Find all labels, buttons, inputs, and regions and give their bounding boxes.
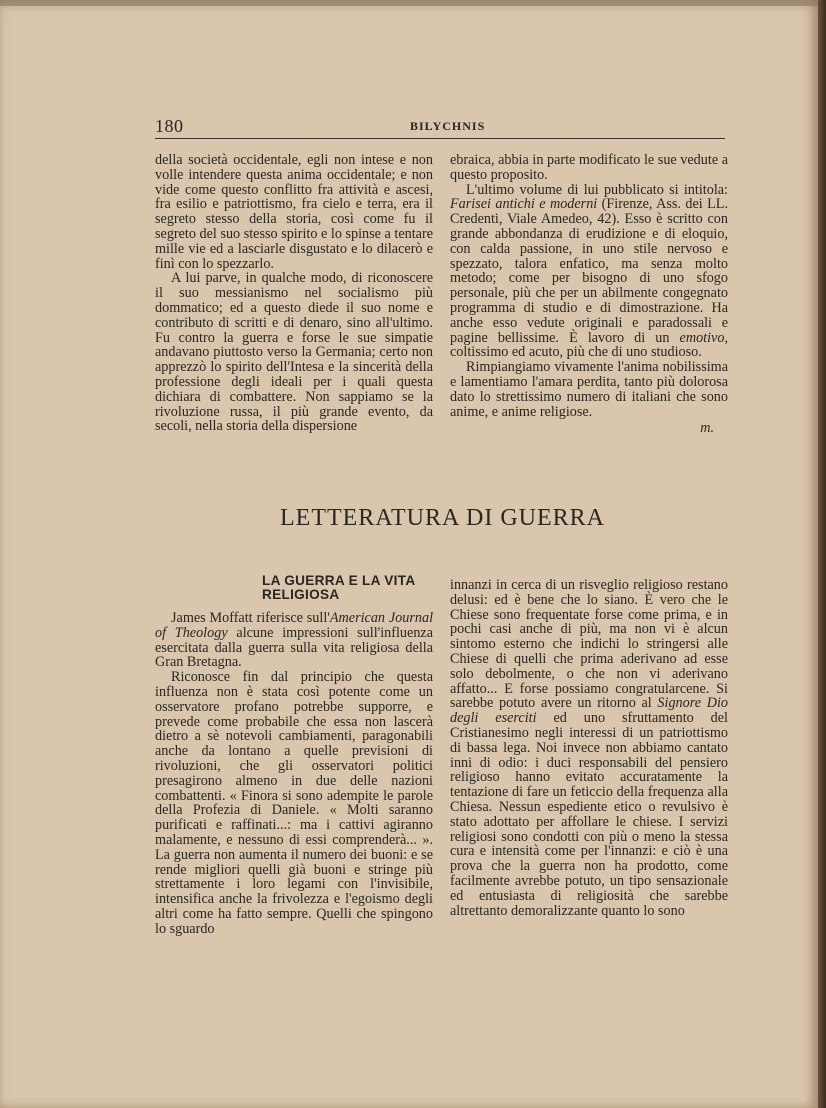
- running-header: [155, 116, 725, 139]
- article-right-column: [450, 578, 728, 918]
- article-title: LA GUERRA E LA VITA RELIGIOSA: [262, 573, 415, 602]
- book-title: Farisei antichi e moderni: [450, 196, 598, 213]
- obituary-paragraph: A lui parve, in qualche modo, di riconoscere il suo messianismo nel socialismo più dommatico; ed a questo diede il suo nome e contributo di scritti e di denaro, sino all'ultimo. Fu contro la guerra e forse le sue simpatie andavano piuttosto verso la Germania; certo non apprezzò lo spirito dell'Intesa e la sincerità della professione degli ideali per i quali questa dichiara di combattere. Non sappiamo se la rivoluzione russa, il più grande evento, da secoli, nella storia della dispersione: [155, 270, 433, 435]
- obituary-paragraph: della società occidentale, egli non intese e non volle intendere questa anima occidentale; e non vide come questo conflitto fra attività e ascesi, fra esilio e patriottismo, fra cielo e terra, era il segreto stesso della storia, così come fu il segreto del suo stesso spirito e lo spinse a tentare mille vie ed a lasciarle disgustato e lo dilacerò e finì con lo spezzarlo.: [155, 152, 433, 272]
- journal-title: American Journal of Theology: [155, 610, 434, 641]
- obituary-paragraph: Rimpiangiamo vivamente l'anima nobilissima e lamentiamo l'amara perdita, tanto più dolorosa dato lo strettissimo numero di italiani che sono anime, e anime religiose.: [450, 359, 728, 420]
- article-left-column: [155, 611, 433, 937]
- article-paragraph: Riconosce fin dal principio che questa influenza non è stata così potente come un osservatore profano potrebbe supporre, e prevede come probabile che essa non lascerà dietro a sè notevoli cambiamenti, paragonabili anche da lontano a quelle previsioni di rivoluzioni, che gli osservatori politici presagirono almeno in due delle nazioni combattenti. « Finora si sono adempite le parole della Profezia di Daniele. « Molti saranno purificati e raffinati...: ma i cattivi agiranno malamente, e nessuno di essi comprenderà... ». La guerra non aumenta il numero dei buoni: e se rende migliori quelli già buoni e stringe più strettamente i loro legami con l'invisibile, intensifica anche la frivolezza e l'egoismo degli altri come ha fatto sempre. Quelli che spingono lo sguardo: [155, 669, 433, 937]
- emphasis: Signore Dio degli eserciti: [450, 695, 728, 727]
- obituary-paragraph: L'ultimo volume di lui pubblicato si intitola: Farisei antichi e moderni (Firenze, Ass. dei LL. Credenti, Viale Amedeo, 42). Esso è scritto con grande abbondanza di erudizione e di eloquio, con calda passione, in uno stile nervoso e spezzato, talora enfatico, ma senza molto metodo; come per bisogno di uno sfogo personale, più che per un abilmente congegnato programma di studio e di dimostrazione. Ha anche esso vedute originali e paradossali e pagine bellissime. È lavoro di un emotivo, coltissimo ed acuto, più che di uno studioso.: [450, 181, 728, 361]
- page-number: 180: [155, 116, 184, 136]
- book-binding-edge: [818, 0, 826, 1108]
- article-paragraph: James Moffatt riferisce sull'American Journal of Theology alcune impressioni sull'influenza esercitata dalla guerra sulla vita religiosa della Gran Bretagna.: [155, 610, 434, 671]
- section-title: LETTERATURA DI GUERRA: [280, 505, 605, 531]
- emphasis: emotivo: [679, 329, 725, 346]
- obituary-right-column: [450, 153, 728, 436]
- author-signature: m.: [700, 420, 714, 437]
- obituary-left-column: [155, 153, 433, 434]
- article-paragraph: innanzi in cerca di un risveglio religioso restano delusi: ed è bene che lo siano. È vero che le Chiese sono frequentate forse come prima, e in pochi casi anche di più, ma non vi è alcun sintomo esterno che indichi lo stringersi alle Chiese di quelli che prima aderivano ad esse solo debolmente, o che non vi aderivano affatto... E forse possiamo congratularcene. Si sarebbe potuto avere un ritorno al Signore Dio degli eserciti ed uno sfruttamento del Cristianesimo negli interessi di un patriottismo di bassa lega. Noi invece non abbiamo cantato inni di odio: i duci responsabili del pensiero religioso hanno evitato accuratamente la tentazione di fare un feticcio della frequenza alla Chiesa. Nessun espediente etico o revulsivo è stato adottato per affollare le chiese. I servizi religiosi sono condotti con più o meno la stessa cura e intensità come per l'innanzi: e ciò è una prova che la guerra non ha prodotto, come facilmente avrebbe potuto, un tipo sensazionale ed entusiasta di religiosità che sarebbe altrettanto demoralizzante quanto lo sono: [450, 577, 728, 919]
- running-title: BILYCHNIS: [410, 119, 486, 133]
- obituary-paragraph: ebraica, abbia in parte modificato le sue vedute a questo proposito.: [450, 152, 728, 183]
- top-torn-strip: [0, 0, 818, 6]
